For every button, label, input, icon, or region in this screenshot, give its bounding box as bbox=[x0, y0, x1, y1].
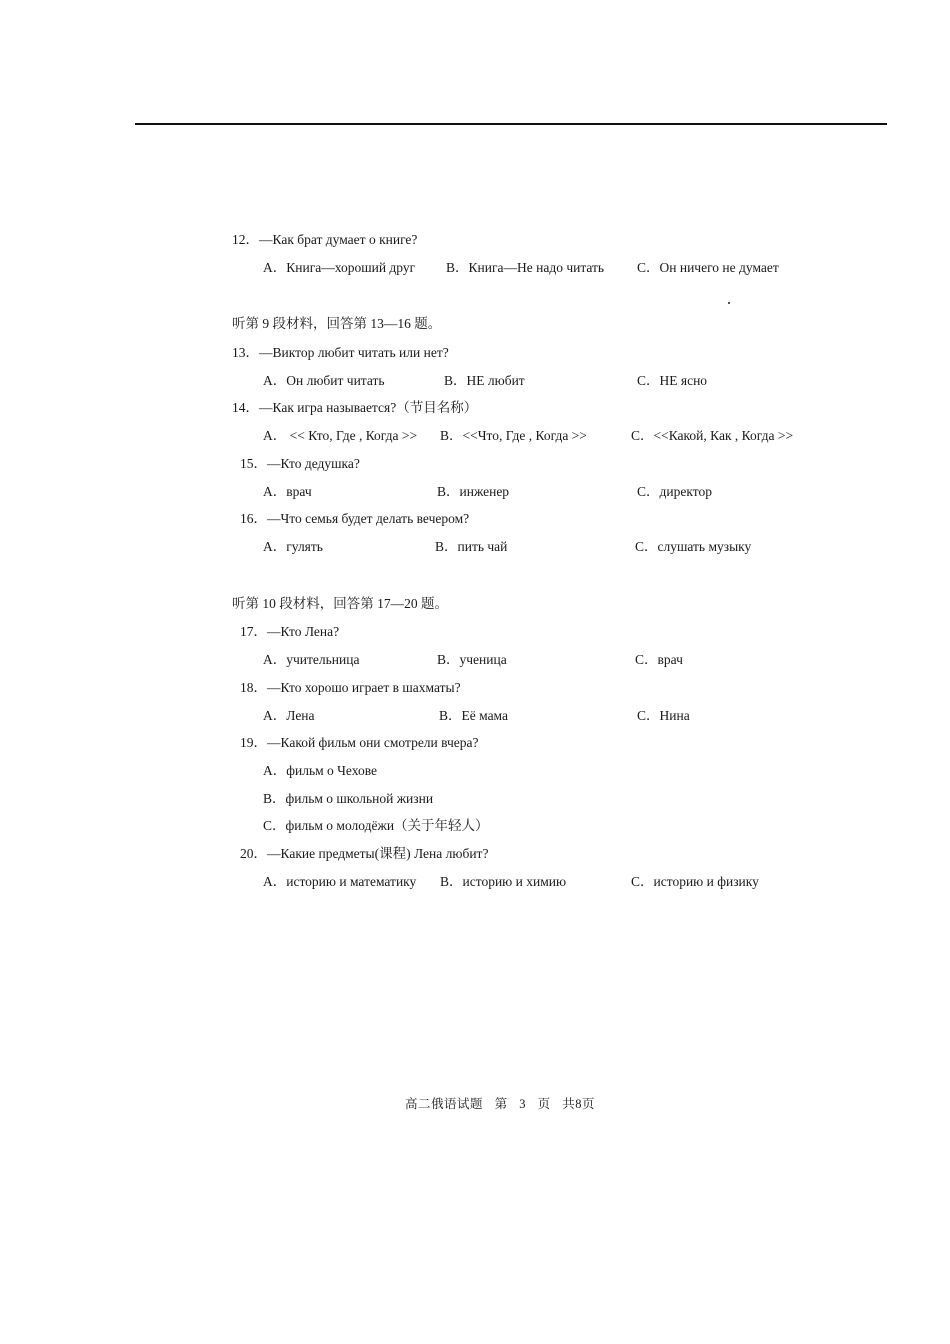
question-15: 15．—Кто дедушка? bbox=[240, 456, 360, 471]
q12-option-b: B．Книга—Не надо читать bbox=[446, 260, 605, 275]
q19-option-c: C．фильм о молодёжи（关于年轻人） bbox=[263, 818, 489, 833]
footer-total: 共8页 bbox=[562, 1097, 596, 1111]
question-13: 13．—Виктор любит читать или нет? bbox=[232, 345, 449, 360]
question-18: 18．—Кто хорошо играет в шахматы? bbox=[240, 680, 461, 695]
q15-option-b: B．инженер bbox=[437, 484, 510, 499]
q16-option-a: A．гулять bbox=[263, 539, 323, 554]
q16-option-c: C．слушать музыку bbox=[635, 539, 752, 554]
q18-option-b: B．Её мама bbox=[439, 708, 509, 723]
question-19: 19．—Какой фильм они смотрели вчера? bbox=[240, 735, 479, 750]
q12-option-a: A．Книга—хороший друг bbox=[263, 260, 416, 275]
q13-option-a: A．Он любит читать bbox=[263, 373, 385, 388]
q20-option-c: C．историю и физику bbox=[631, 874, 759, 889]
q17-option-a: A．учительница bbox=[263, 652, 360, 667]
section-10-instruction: 听第 10 段材料，回答第 17—20 题。 bbox=[232, 596, 448, 611]
footer-page-number: 3 bbox=[519, 1097, 526, 1111]
scan-speck bbox=[728, 302, 730, 304]
question-14: 14．—Как игра называется?（节目名称） bbox=[232, 400, 478, 415]
header-rule bbox=[135, 123, 887, 125]
q18-option-a: A．Лена bbox=[263, 708, 315, 723]
q20-option-a: A．историю и математику bbox=[263, 874, 417, 889]
q19-option-b: B．фильм о школьной жизни bbox=[263, 791, 434, 806]
q16-option-b: B．пить чай bbox=[435, 539, 508, 554]
q14-option-a: A． << Кто, Где , Когда >> bbox=[263, 428, 418, 443]
question-12: 12．—Как брат думает о книге? bbox=[232, 232, 418, 247]
q14-option-b: B．<<Что, Где , Когда >> bbox=[440, 428, 587, 443]
q19-option-a: A．фильм о Чехове bbox=[263, 763, 378, 778]
q13-option-b: B．НЕ любит bbox=[444, 373, 525, 388]
q13-option-c: C．НЕ ясно bbox=[637, 373, 708, 388]
q17-option-c: C．врач bbox=[635, 652, 683, 667]
q15-option-a: A．врач bbox=[263, 484, 312, 499]
q14-option-c: C．<<Какой, Как , Когда >> bbox=[631, 428, 794, 443]
footer-page-label: 页 bbox=[537, 1097, 551, 1111]
footer-subject: 高二俄语试题 bbox=[404, 1097, 483, 1111]
q15-option-c: C．директор bbox=[637, 484, 712, 499]
q17-option-b: B．ученица bbox=[437, 652, 507, 667]
section-9-instruction: 听第 9 段材料，回答第 13—16 题。 bbox=[232, 316, 442, 331]
question-16: 16．—Что семья будет делать вечером? bbox=[240, 511, 470, 526]
page-footer bbox=[0, 1094, 950, 1112]
q18-option-c: C．Нина bbox=[637, 708, 690, 723]
question-17: 17．—Кто Лена? bbox=[240, 624, 340, 639]
q12-option-c: C．Он ничего не думает bbox=[637, 260, 779, 275]
question-20: 20．—Какие предметы(课程) Лена любит? bbox=[240, 846, 489, 861]
footer-page-prefix: 第 bbox=[494, 1097, 508, 1111]
q20-option-b: B．историю и химию bbox=[440, 874, 567, 889]
